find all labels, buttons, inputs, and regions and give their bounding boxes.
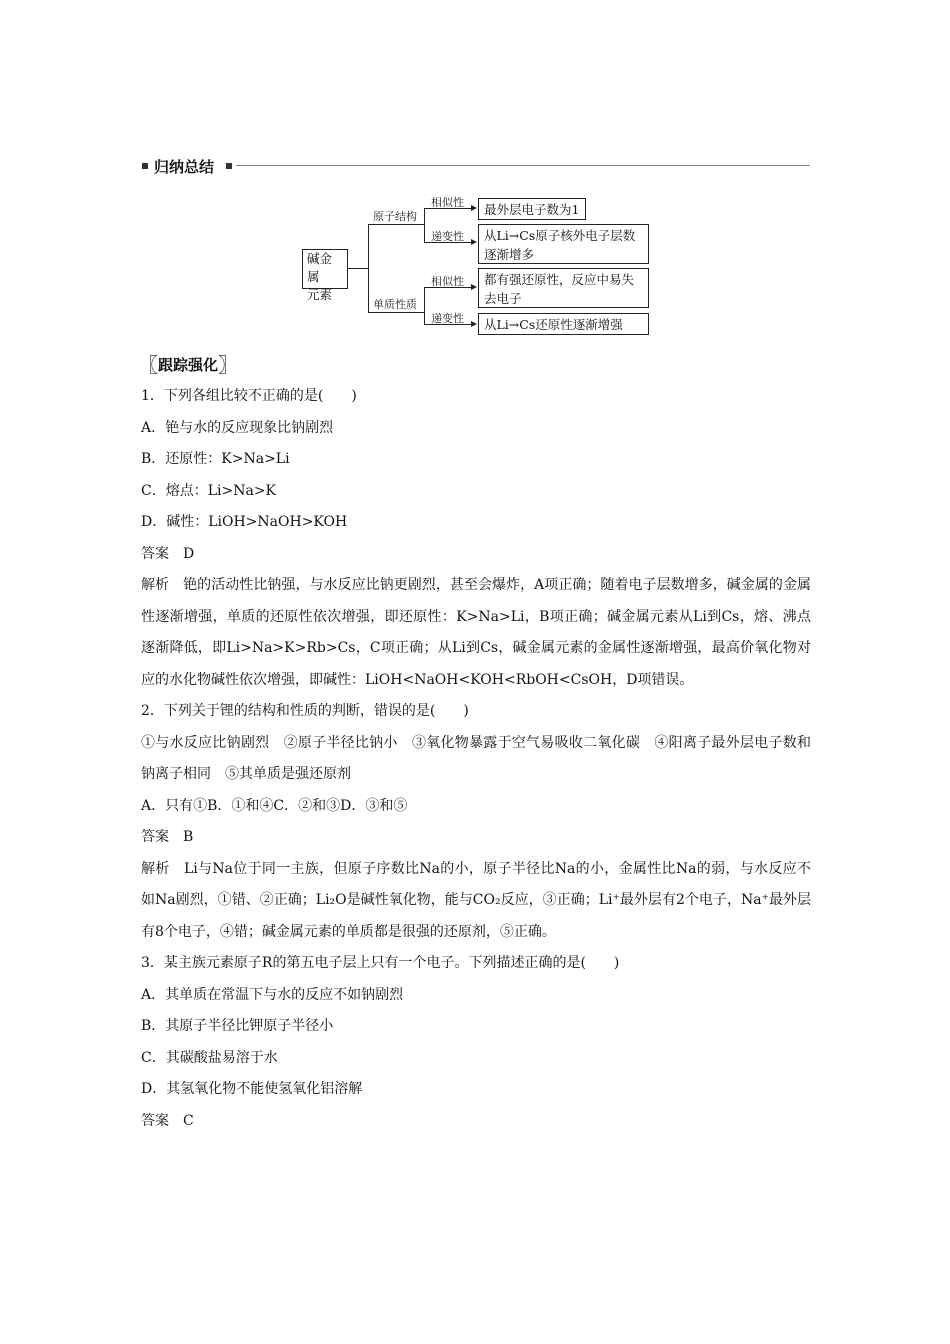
option-line: C．其碳酸盐易溶于水 (141, 1049, 278, 1066)
connector (348, 268, 368, 269)
summary-title: 归纳总结 (154, 158, 215, 176)
branch-label: 原子结构 (373, 210, 417, 223)
branch-label: 单质性质 (373, 298, 417, 311)
summary-header (138, 156, 810, 178)
option-line: B．还原性：K>Na>Li (141, 451, 290, 467)
arrow-right-icon (471, 321, 477, 327)
question-stem: 3．某主族元素原子R的第五电子层上只有一个电子。下列描述正确的是( ) (141, 955, 620, 971)
connector (368, 224, 424, 225)
question-content (141, 381, 811, 1137)
connector (368, 224, 369, 312)
bracket-left-icon: 〖 (138, 353, 158, 377)
bracket-right-icon: 〗 (218, 353, 239, 377)
diagram-item-box: 最外层电子数为1 (478, 198, 586, 220)
option-line: C．熔点：Li>Na>K (141, 482, 277, 499)
arrow-right-icon (471, 205, 477, 211)
option-line: D．其氢氧化物不能使氢氧化铝溶解 (141, 1081, 363, 1097)
analysis-paragraph: 解析 Li与Na位于同一主族，但原子序数比Na的小，原子半径比Na的小，金属性比Na的弱，与水反应不如Na剧烈，①错、②正确；Li₂O是碱性氧化物，能与CO₂反应，③正确；Li⁺最外层有2个电子，Na⁺最外层有8个电子，④错；碱金属元素的单质都是很强的还原剂，⑤正确。 (141, 860, 811, 940)
diagram-item-box: 从Li→Cs还原性逐渐增强 (478, 313, 649, 335)
answer-line: 答案 D (141, 545, 195, 562)
relation-label: 相似性 (431, 275, 464, 288)
option-line: A．铯与水的反应现象比钠剧烈 (141, 419, 334, 436)
diagram-item-box: 都有强还原性，反应中易失去电子 (478, 268, 649, 308)
tracking-title: 跟踪强化 (158, 356, 219, 374)
option-line: A．只有①B．①和④C．②和③D．③和⑤ (141, 797, 408, 814)
connector (424, 287, 425, 324)
option-line: D．碱性：LiOH>NaOH>KOH (141, 514, 348, 530)
connector (368, 312, 424, 313)
arrow-right-icon (471, 239, 477, 245)
question-stem: 2．下列关于锂的结构和性质的判断，错误的是( ) (141, 703, 469, 719)
option-line: A．其单质在常温下与水的反应不如钠剧烈 (141, 986, 404, 1003)
option-line: B．其原子半径比钾原子半径小 (141, 1018, 334, 1034)
tracking-header (138, 349, 238, 378)
alkali-metal-diagram (300, 190, 652, 340)
question-stem: 1．下列各组比较不正确的是( ) (141, 388, 357, 404)
bullet-square-icon (226, 163, 232, 169)
answer-line: 答案 C (141, 1112, 194, 1129)
bullet-square-icon (142, 163, 148, 169)
connector (424, 208, 425, 242)
analysis-paragraph: 解析 铯的活动性比钠强，与水反应比钠更剧烈，甚至会爆炸，A项正确；随着电子层数增多，碱金属的金属性逐渐增强，单质的还原性依次增强，即还原性：K>Na>Li，B项正确；碱金属元素从Li到Cs，熔、沸点逐渐降低，即Li>Na>K>Rb>Cs，C项正确；从Li到Cs，碱金属元素的金属性逐渐增强，最高价氧化物对应的水化物碱性依次增强，即碱性：LiOH<NaOH<KOH<RbOH<CsOH，D项错误。 (141, 577, 811, 688)
header-rule (236, 165, 810, 166)
diagram-item-box: 从Li→Cs原子核外电子层数逐渐增多 (478, 224, 649, 264)
diagram-root-box: 碱金属 元素 (302, 249, 348, 289)
answer-line: 答案 B (141, 829, 194, 845)
arrow-right-icon (471, 284, 477, 290)
relation-label: 递变性 (431, 312, 464, 325)
relation-label: 递变性 (431, 230, 464, 243)
statements-paragraph: ①与水反应比钠剧烈 ②原子半径比钠小 ③氧化物暴露于空气易吸收二氧化碳 ④阳离子最外层电子数和钠离子相同 ⑤其单质是强还原剂 (141, 734, 811, 782)
relation-label: 相似性 (431, 196, 464, 209)
